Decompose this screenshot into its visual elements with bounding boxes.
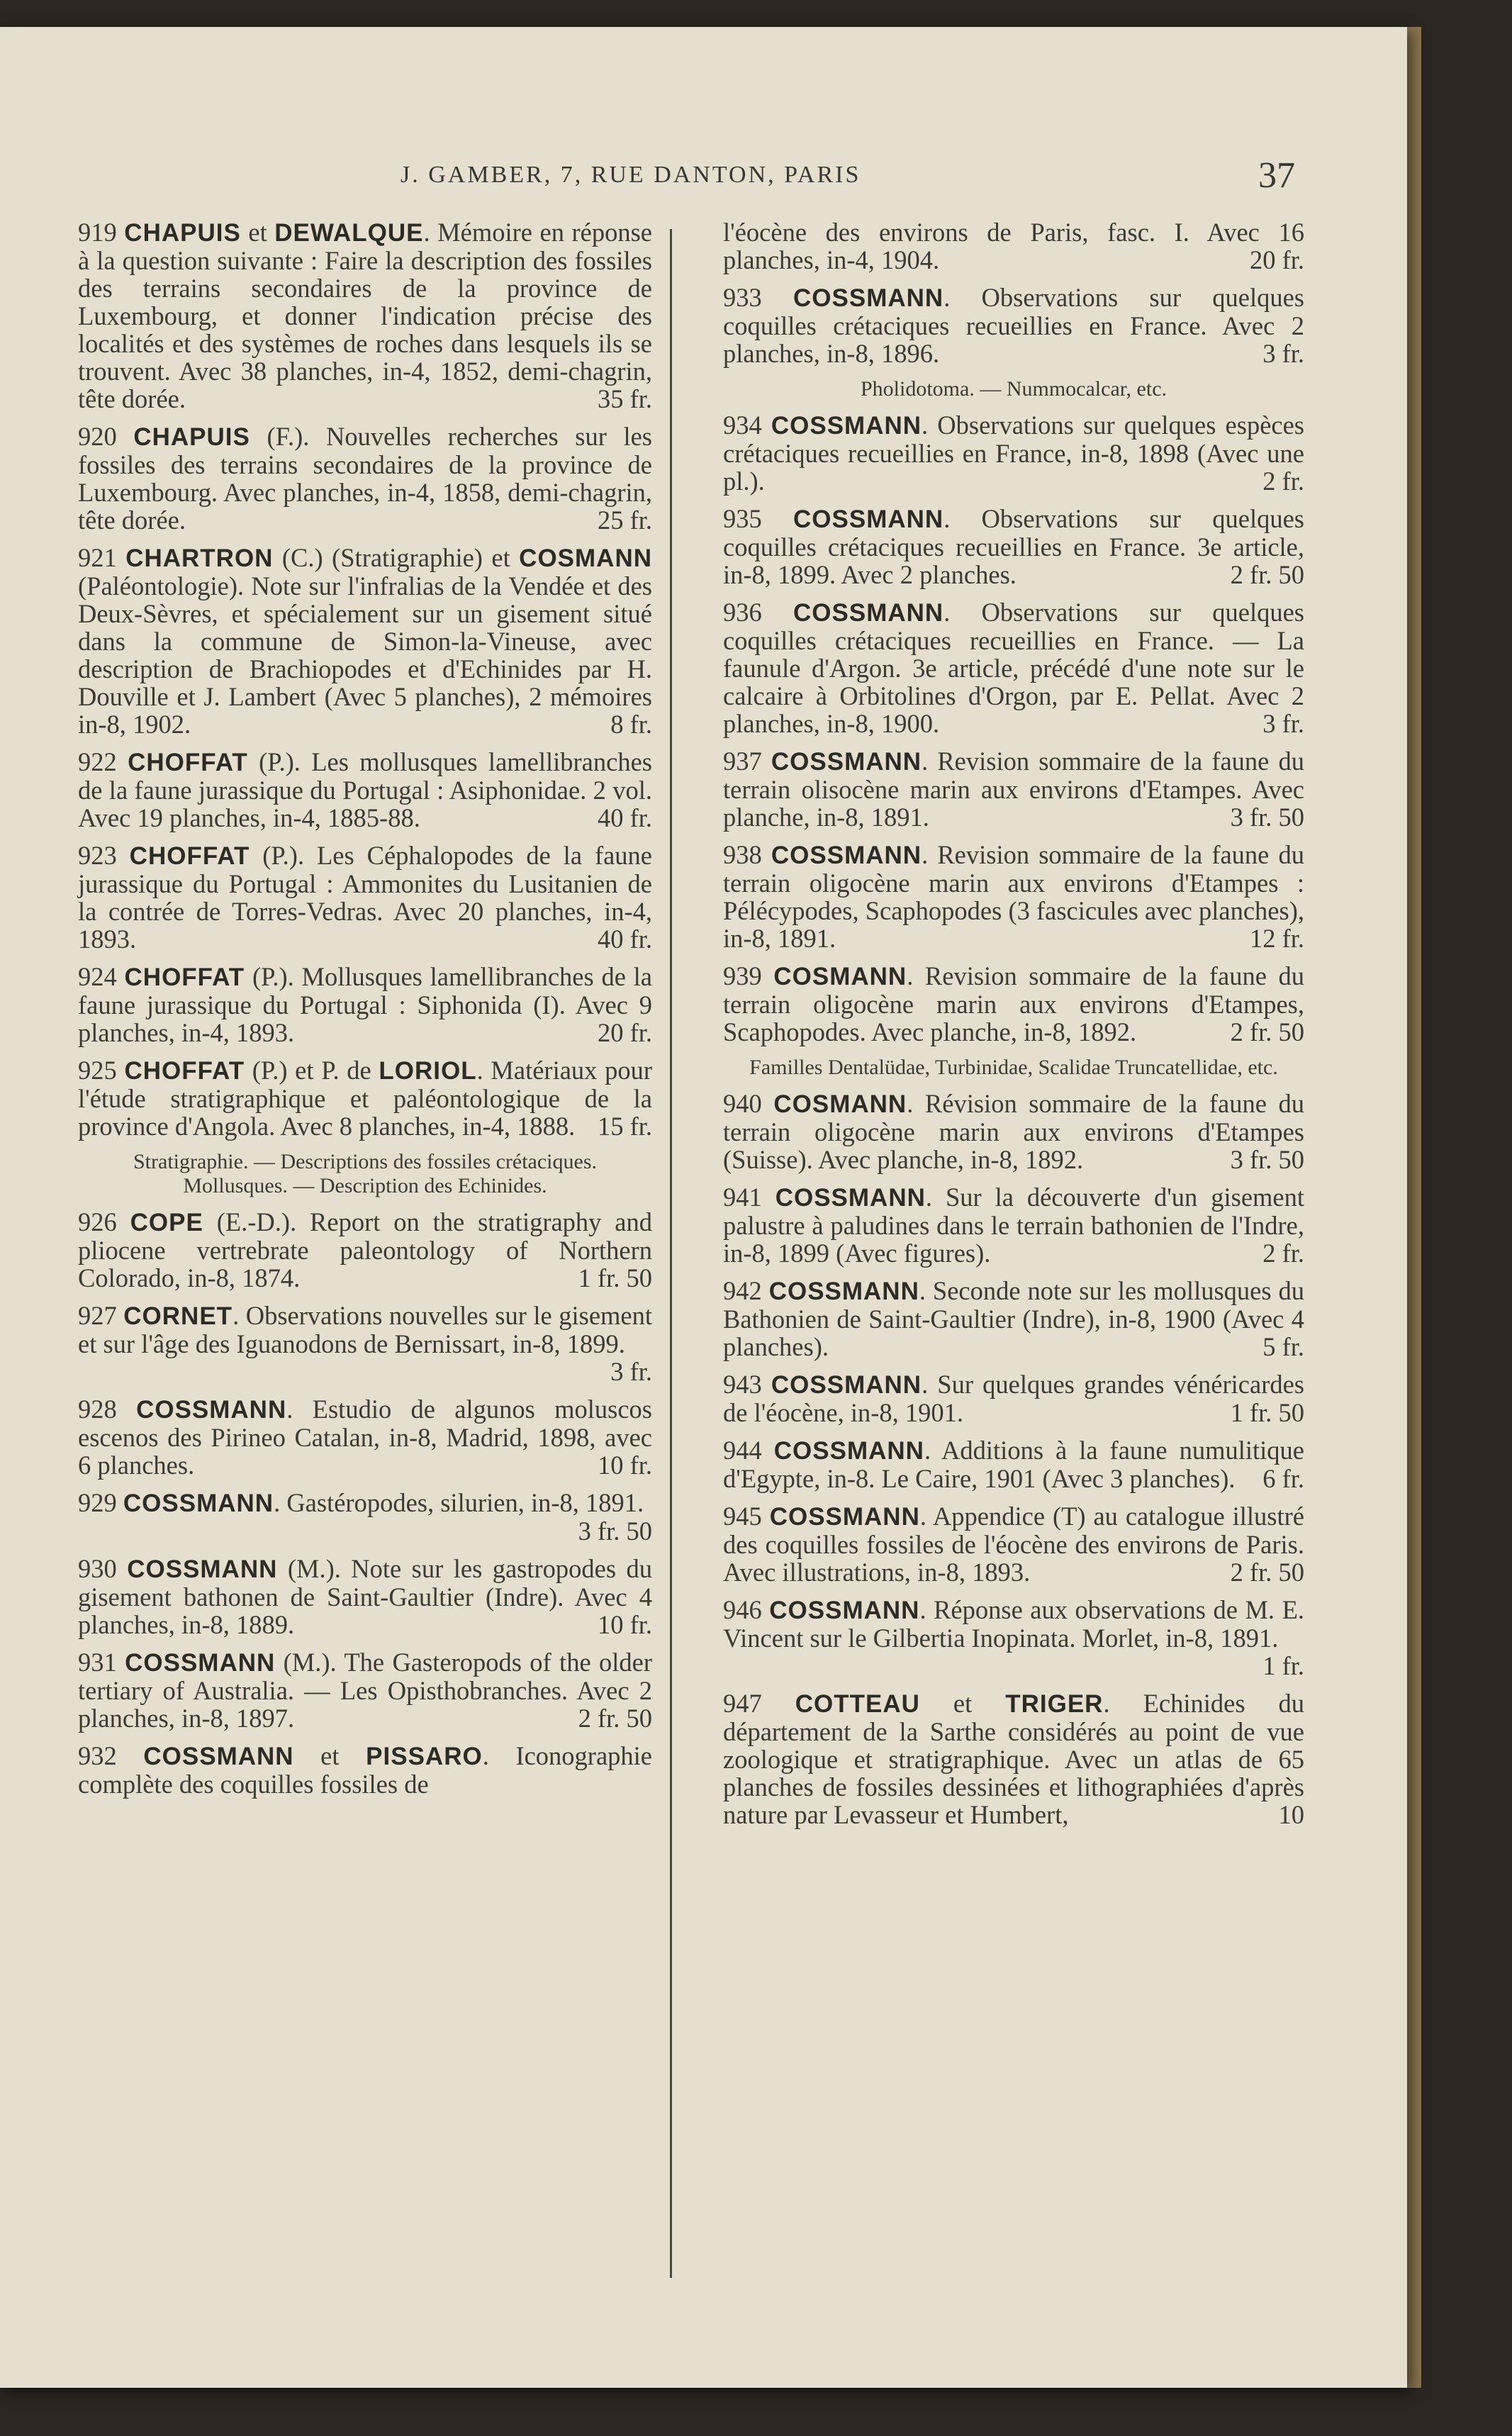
author-name: COSSMANN (771, 412, 922, 440)
catalogue-entry (723, 1277, 1304, 1361)
entry-description: . Observations sur quelques espèces crétaciques recueillies en France, in-8, 1898 (Avec une pl.). (723, 410, 1305, 496)
catalogue-entry (723, 747, 1304, 831)
entry-price: 2 fr. 50 (1230, 1017, 1304, 1046)
entry-price: 3 fr. 50 (578, 1516, 652, 1546)
entry-price: 12 fr. (1249, 924, 1304, 953)
entry-price: 3 fr. 50 (1230, 803, 1304, 832)
catalogue-entry (78, 1489, 652, 1545)
author-name: CHOFFAT (124, 1057, 245, 1085)
author-name: COSSMANN (123, 1490, 274, 1517)
entry-number: 937 (723, 747, 771, 776)
entry-price: 6 fr. (1262, 1464, 1304, 1493)
author-name: COSSMANN (771, 748, 922, 776)
author-name: COSSMANN (127, 1555, 278, 1583)
entry-description: . Iconographie complète des coquilles fossiles de (78, 1741, 653, 1799)
catalogue-entry (723, 1596, 1304, 1680)
author-name: COSSMANN (125, 1649, 276, 1677)
entry-price: 2 fr. 50 (1230, 560, 1304, 589)
entry-description: l'éocène des environs de Paris, fasc. I. Avec 16 planches, in-4, 1904. (723, 218, 1304, 274)
author-name: COSSMANN (771, 842, 922, 869)
author-name: COSSMANN (769, 1597, 920, 1624)
catalogue-entry (723, 1436, 1304, 1492)
entry-price: 8 fr. (610, 710, 652, 739)
entry-description: . Gastéropodes, silurien, in-8, 1891. (274, 1488, 644, 1517)
book-edge (1407, 27, 1421, 2388)
entry-price: 3 fr. (1262, 709, 1304, 738)
catalogue-entry (78, 963, 652, 1046)
entry-number: 940 (723, 1089, 774, 1118)
entry-description: . Sur quelques grandes vénéricardes de l'éocène, in-8, 1901. (723, 1370, 1305, 1427)
page-header (0, 147, 1347, 211)
catalogue-entry (78, 1302, 652, 1385)
entry-description: . Sur la découverte d'un gisement palustre à paludines dans le terrain bathonien de l'Indre, in-8, 1899 (Avec figures). (723, 1183, 1305, 1268)
entry-price: 15 fr. (597, 1112, 652, 1141)
entry-price: 3 fr. (610, 1357, 652, 1386)
entry-number: 928 (78, 1395, 137, 1424)
author-name: COSSMANN (775, 1184, 926, 1212)
entry-note: Familles Dentalüdae, Turbinidae, Scalidae Truncatellidae, etc. (749, 1056, 1278, 1079)
catalogue-entry (78, 544, 652, 738)
author-name: COSSMANN (769, 1503, 920, 1531)
author-name: CHOFFAT (124, 963, 245, 991)
entry-price: 1 fr. 50 (578, 1263, 652, 1292)
author-name: COSSMANN (771, 1371, 922, 1399)
catalogue-entry (78, 842, 652, 953)
column-divider (670, 229, 672, 2278)
entry-number: 936 (723, 598, 793, 627)
entry-description: . Révision sommaire de la faune du terrain oligocène marin aux environs d'Etampes (Suisse). Avec planche, in-8, 1892. (723, 1089, 1305, 1174)
author-name: COTTEAU (795, 1690, 920, 1718)
entry-price: 2 fr. (1262, 1239, 1304, 1268)
entry-number: 920 (78, 422, 134, 451)
catalogue-entry (723, 505, 1304, 588)
entry-description: . Echinides du département de la Sarthe considérés au point de vue zoologique et stratigraphique. Avec un atlas de 65 planches de fossiles dessinées et lithographiées d'après nature par Levasseur et Humbert, (723, 1689, 1305, 1829)
author-name: PISSARO (366, 1743, 483, 1770)
catalogue-page (0, 27, 1407, 2388)
entry-description: . Estudio de algunos moluscos escenos des Pirineo Catalan, in-8, Madrid, 1898, avec 6 planches. (78, 1395, 653, 1480)
running-head: J. GAMBER, 7, RUE DANTON, PARIS (401, 162, 861, 188)
entry-description: . Mémoire en réponse à la question suivante : Faire la description des fossiles des terrains secondaires de la province de Luxembourg, et donner l'indication précise des localités et des systèmes de roches dans lesquels ils se trouvent. Avec 38 planches, in-4, 1852, demi-chagrin, tête dorée. (78, 218, 653, 413)
catalogue-entry (78, 1648, 652, 1732)
entry-number: 927 (78, 1301, 124, 1330)
author-name: LORIOL (379, 1057, 477, 1085)
author-name: CHAPUIS (124, 219, 241, 247)
catalogue-entry (723, 1183, 1304, 1267)
author-name: DEWALQUE (274, 219, 424, 247)
entry-joiner: et (240, 218, 275, 247)
entry-price: 3 fr. (1262, 339, 1304, 368)
catalogue-entry (78, 1395, 652, 1479)
entry-price: 2 fr. 50 (1230, 1558, 1304, 1587)
author-name: TRIGER (1005, 1690, 1104, 1718)
left-column (78, 218, 652, 1808)
entry-number: 946 (723, 1595, 770, 1624)
entry-number: 922 (78, 747, 128, 776)
entry-number: 947 (723, 1689, 795, 1718)
catalogue-entry (723, 1502, 1304, 1586)
entry-price: 20 fr. (597, 1018, 652, 1047)
entry-joiner: (P.) et P. de (245, 1056, 379, 1085)
entry-description: . Observations sur quelques coquilles crétaciques recueillies en France. Avec 2 planches, in-8, 1896. (723, 283, 1304, 368)
entry-description: . Additions à la faune numulitique d'Egypte, in-8. Le Caire, 1901 (Avec 3 planches). (723, 1436, 1304, 1493)
entry-description: . Appendice (T) au catalogue illustré des coquilles fossiles de l'éocène des environs de Paris. Avec illustrations, in-8, 1893. (723, 1502, 1304, 1587)
entry-number: 943 (723, 1370, 771, 1399)
entry-number: 930 (78, 1554, 128, 1583)
entry-description: (F.). Nouvelles recherches sur les fossiles des terrains secondaires de la province de Luxembourg. Avec planches, in-4, 1858, demi-chagrin, tête dorée. (78, 422, 653, 535)
entry-number: 939 (723, 961, 774, 990)
entry-description: (P.). Les Céphalopodes de la faune jurassique du Portugal : Ammonites du Lusitanien de la contrée de Torres-Vedras. Avec 20 planches, in-4, 1893. (78, 841, 653, 954)
entry-price: 1 fr. 50 (1230, 1398, 1304, 1427)
entry-price: 35 fr. (597, 384, 652, 413)
entry-note: Stratigraphie. — Descriptions des fossiles crétaciques. Mollusques. — Description des Echinides. (133, 1150, 597, 1197)
catalogue-entry (723, 411, 1304, 495)
entry-number: 926 (78, 1207, 130, 1236)
author-name: COSSMANN (773, 1437, 924, 1465)
entry-description: (M.). Note sur les gastropodes du gisement bathonen de Saint-Gaultier (Indre). Avec 4 planches, in-8, 1889. (78, 1554, 653, 1639)
entry-number: 924 (78, 962, 125, 991)
entry-number: 921 (78, 543, 126, 572)
entry-price: 2 fr. (1262, 466, 1304, 496)
entry-number: 931 (78, 1648, 125, 1677)
entry-number: 923 (78, 841, 130, 870)
entry-price: 20 fr. (1249, 245, 1304, 274)
catalogue-entry (723, 218, 1304, 274)
catalogue-entry (78, 1208, 652, 1292)
catalogue-entry (78, 1742, 652, 1798)
entry-description: (M.). The Gasteropods of the older tertiary of Australia. — Les Opisthobranches. Avec 2 planches, in-8, 1897. (78, 1648, 652, 1733)
entry-price: 25 fr. (597, 505, 652, 535)
catalogue-entry (78, 218, 652, 413)
catalogue-entry (723, 841, 1304, 952)
catalogue-entry (78, 748, 652, 832)
entry-joiner: et (293, 1741, 366, 1770)
entry-description: . Réponse aux observations de M. E. Vincent sur le Gilbertia Inopinata. Morlet, in-8, 1891. (723, 1595, 1304, 1653)
entry-number: 938 (723, 840, 771, 869)
entry-number: 929 (78, 1488, 123, 1517)
author-name: CORNET (123, 1302, 233, 1330)
entry-number: 919 (78, 218, 125, 247)
author-name: COSSMANN (768, 1278, 919, 1305)
catalogue-entry (723, 962, 1304, 1046)
author-name: COSSMANN (793, 599, 944, 627)
catalogue-entry (723, 1370, 1304, 1426)
entry-number: 934 (723, 410, 771, 440)
author-name: CHOFFAT (128, 749, 248, 776)
entry-number: 932 (78, 1741, 144, 1770)
catalogue-entry (78, 423, 652, 534)
catalogue-entry (723, 598, 1304, 737)
entry-price: 1 fr. (1262, 1651, 1304, 1680)
entry-number: 933 (723, 283, 793, 312)
entry-price: 10 (1278, 1800, 1304, 1829)
page-number: 37 (1258, 155, 1295, 196)
entry-price: 2 fr. 50 (578, 1704, 652, 1733)
catalogue-entry (723, 284, 1304, 367)
catalogue-entry (78, 1056, 652, 1140)
catalogue-entry (723, 1090, 1304, 1173)
entry-price: 40 fr. (597, 924, 652, 954)
author-name: CHARTRON (125, 544, 274, 572)
catalogue-entry (78, 1555, 652, 1638)
entry-description: (Paléontologie). Note sur l'infralias de la Vendée et des Deux-Sèvres, et spécialement sur un gisement situé dans la commune de Simon-la-Vineuse, avec description de Brachiopodes et d'Echinides par H. Douville et J. Lambert (Avec 5 planches), 2 mémoires in-8, 1902. (78, 571, 652, 739)
entry-description: (P.). Les mollusques lamellibranches de la faune jurassique du Portugal : Asiphonidae. 2 vol. Avec 19 planches, in-4, 1885-88. (78, 747, 652, 832)
entry-description: . Matériaux pour l'étude stratigraphique et paléontologique de la province d'Angola. Avec 8 planches, in-4, 1888. (78, 1056, 652, 1141)
entry-description: . Observations sur quelques coquilles crétaciques recueillies en France. — La faunule d'Argon. 3e article, précédé d'une note sur le calcaire à Orbitolines d'Orgon, par E. Pellat. Avec 2 planches, in-8, 1900. (723, 598, 1304, 738)
entry-price: 3 fr. 50 (1230, 1145, 1304, 1174)
author-name: CHOFFAT (129, 842, 250, 870)
entry-price: 10 fr. (597, 1610, 652, 1639)
right-column (723, 218, 1304, 1838)
entry-number: 944 (723, 1436, 774, 1465)
entry-note: Pholidotoma. — Nummocalcar, etc. (860, 377, 1167, 401)
entry-description: (P.). Mollusques lamellibranches de la faune jurassique du Portugal : Siphonida (I). Avec 9 planches, in-4, 1893. (78, 962, 652, 1047)
entry-description: . Revision sommaire de la faune du terrain oligocène marin aux environs d'Etampes, Scaphopodes. Avec planche, in-8, 1892. (723, 961, 1305, 1046)
entry-number: 925 (78, 1056, 125, 1085)
entry-number: 945 (723, 1502, 770, 1531)
entry-description: . Revision sommaire de la faune du terrain oligocène marin aux environs d'Etampes : Pélécypodes, Scaphopodes (3 fascicules avec planches), in-8, 1891. (723, 840, 1304, 953)
entry-description: . Seconde note sur les mollusques du Bathonien de Saint-Gaultier (Indre), in-8, 1900 (Avec 4 planches). (723, 1276, 1305, 1361)
entry-price: 40 fr. (597, 803, 652, 832)
catalogue-entry (723, 1689, 1304, 1828)
entry-number: 942 (723, 1276, 769, 1305)
entry-number: 941 (723, 1183, 775, 1212)
entry-description: . Revision sommaire de la faune du terrain olisocène marin aux environs d'Etampes. Avec planche, in-8, 1891. (723, 747, 1304, 832)
entry-description: . Observations sur quelques coquilles crétaciques recueillies en France. 3e article, in-8, 1899. Avec 2 planches. (723, 504, 1304, 589)
author-name: COSMANN (773, 1090, 907, 1118)
entry-price: 10 fr. (597, 1451, 652, 1480)
entry-joiner: (C.) (Stratigraphie) et (273, 543, 520, 572)
author-name: COSSMANN (793, 284, 944, 312)
entry-joiner: et (919, 1689, 1006, 1718)
author-name: COSMANN (773, 963, 907, 990)
author-name: CHAPUIS (133, 423, 250, 451)
author-name: COSSMANN (793, 505, 944, 533)
author-name: COSMANN (519, 544, 652, 572)
entry-price: 5 fr. (1262, 1332, 1304, 1361)
author-name: COPE (130, 1209, 203, 1236)
author-name: COSSMANN (143, 1743, 294, 1770)
entry-description: (E.-D.). Report on the stratigraphy and pliocene vertrebrate paleontology of Northern Colorado, in-8, 1874. (78, 1207, 653, 1292)
author-name: COSSMANN (136, 1396, 287, 1424)
entry-number: 935 (723, 504, 793, 533)
entry-description: . Observations nouvelles sur le gisement et sur l'âge des Iguanodons de Bernissart, in-8, 1899. (78, 1301, 652, 1358)
